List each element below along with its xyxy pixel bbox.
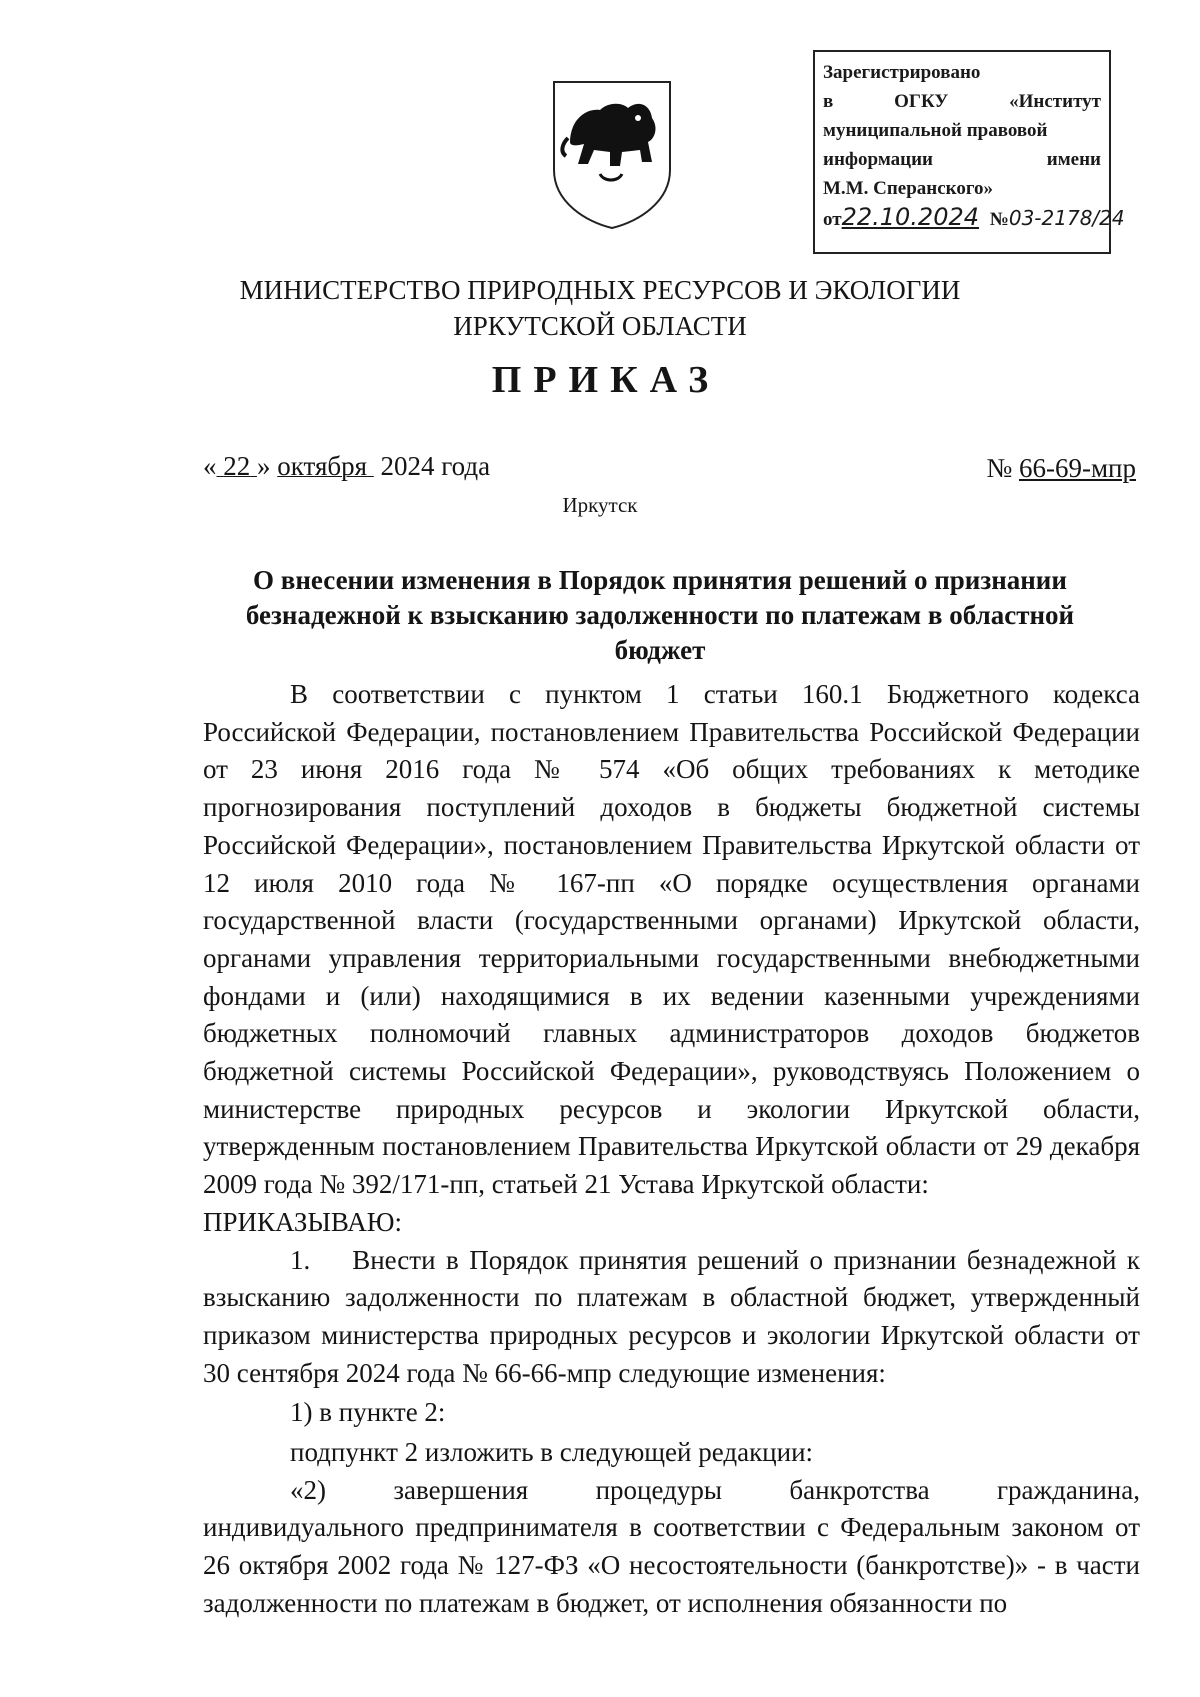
stamp-number-label: № xyxy=(989,209,1009,230)
stamp-line-1: Зарегистрировано xyxy=(823,62,981,83)
quote-word: «2) xyxy=(290,1474,326,1505)
item-1-text: Внести в Порядок принятия решений о признании безнадежной к взысканию задолженности по платежам в областной бюджет, утвержденный приказом министерства природных ресурсов и экологии Иркутской области от 30 сентября 2024 года № 66-66-мпр следующие изменения: xyxy=(203,1244,1140,1388)
quote-word: гражданина, xyxy=(996,1474,1140,1505)
stamp-reg-number: 03-2178/24 xyxy=(1008,206,1125,230)
stamp-word: имени xyxy=(1046,149,1101,170)
order-word: ПРИКАЗЫВАЮ: xyxy=(203,1206,402,1237)
quote-word: завершения xyxy=(393,1474,529,1505)
order-month: октября xyxy=(277,451,368,481)
stamp-line-5: М.М. Сперанского» xyxy=(823,178,994,199)
order-date xyxy=(203,448,490,484)
quote-word: процедуры xyxy=(595,1474,722,1505)
order-number xyxy=(986,450,1136,486)
preamble-paragraph: В соответствии с пунктом 1 статьи 160.1 Бюджетного кодекса Российской Федерации, постановлением Правительства Российской Федерации от 23 июня 2016 года № 574 «Об общих требованиях к методике прогнозирования поступлений доходов в бюджеты бюджетной системы Российской Федерации», постановлением Правительства Иркутской области от 12 июля 2010 года № 167-пп «О порядке осуществления органами государственной власти (государственными органами) Иркутской области, органами управления территориальными государственными внебюджетными фондами и (или) находящимися в их ведении казенными учреждениями бюджетных полномочий главных администраторов доходов бюджетов бюджетной системы Российской Федерации», руководствуясь Положением о министерстве природных ресурсов и экологии Иркутской области, утвержденным постановлением Правительства Иркутской области от 29 декабря 2009 года № 392/171-пп, статьей 21 Устава Иркутской области: xyxy=(203,679,1140,1200)
subitem-1-text: подпункт 2 изложить в следующей редакции: xyxy=(290,1437,814,1468)
coat-of-arms-emblem xyxy=(548,78,676,230)
stamp-word: информации xyxy=(823,149,933,170)
subitem-1: 1) в пункте 2: xyxy=(290,1397,446,1428)
stamp-from-label: от xyxy=(823,209,842,230)
stamp-line-2 xyxy=(823,87,1101,116)
ministry-name-line-2: ИРКУТСКОЙ ОБЛАСТИ xyxy=(453,311,747,341)
city: Иркутск xyxy=(562,493,638,517)
document-type-title: ПРИКАЗ xyxy=(491,359,721,401)
quoted-text-rest: индивидуального предпринимателя в соответствии с Федеральным законом от 26 октября 2002 года № 127-ФЗ «О несостоятельности (банкротстве)» - в части задолженности по платежам в бюджет, от исполнения обязанности по xyxy=(203,1512,1140,1618)
stamp-word: «Институт xyxy=(1009,91,1101,112)
item-1-number: 1. xyxy=(290,1244,311,1275)
ministry-name-line-1: МИНИСТЕРСТВО ПРИРОДНЫХ РЕСУРСОВ И ЭКОЛОГИИ xyxy=(239,275,961,305)
order-year: 2024 года xyxy=(380,451,491,481)
number-label: № xyxy=(986,453,1013,483)
document-body xyxy=(203,676,1140,1623)
stamp-line-3: муниципальной правовой xyxy=(823,120,1048,141)
registration-stamp xyxy=(813,50,1125,254)
stamp-word: в xyxy=(823,91,834,112)
stamp-registration-line xyxy=(823,203,1125,232)
document-title: О внесении изменения в Порядок принятия решений о признании безнадежной к взысканию задолженности по платежам в областной бюджет xyxy=(245,565,1075,665)
stamp-reg-date: 22.10.2024 xyxy=(841,203,980,231)
item-1-paragraph xyxy=(203,1242,1140,1393)
quote-word: банкротства xyxy=(789,1474,930,1505)
stamp-line-4 xyxy=(823,145,1101,174)
order-day: 22 xyxy=(223,451,251,481)
quote-close: » xyxy=(257,451,271,481)
quote-open: « xyxy=(203,451,217,481)
order-number-value: 66-69-мпр xyxy=(1018,453,1136,483)
stamp-word: ОГКУ xyxy=(894,91,949,112)
quoted-text-first-line xyxy=(203,1472,1140,1510)
